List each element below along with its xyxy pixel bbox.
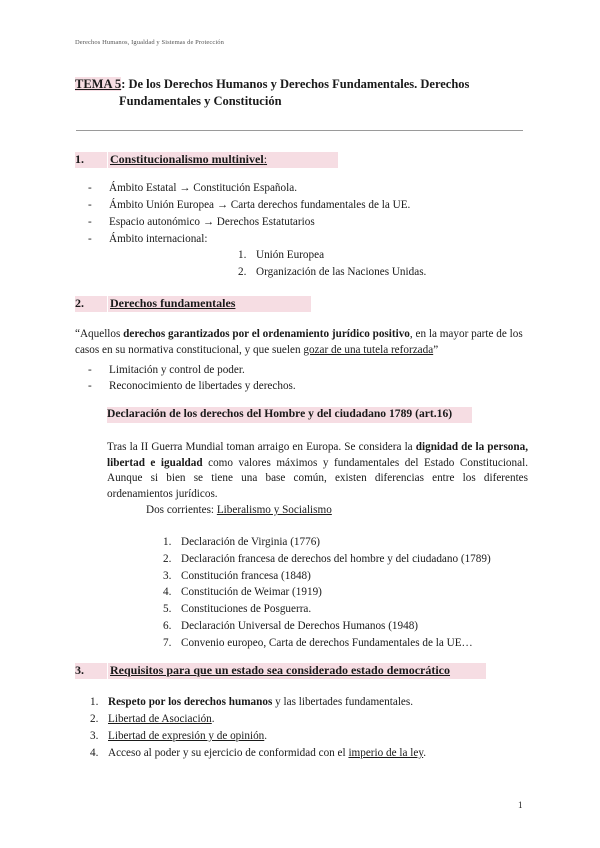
list-item-text: Ámbito Unión Europea → Carta derechos fundamentales de la UE.	[109, 199, 411, 211]
list-number: 2.	[238, 266, 247, 278]
list-item	[88, 181, 518, 198]
item-pre: Acceso al poder y su ejercicio de conformidad con el	[108, 747, 349, 759]
section-3-heading	[75, 663, 525, 679]
list-item	[88, 215, 518, 232]
list-number: 4.	[90, 747, 99, 759]
currents-value: Liberalismo y Socialismo	[216, 504, 332, 516]
list-number: 3.	[163, 569, 172, 582]
list-item-text: Constituciones de Posguerra.	[181, 603, 312, 616]
list-item-text: Declaración de Virginia (1776)	[181, 536, 321, 548]
title-line1: : De los Derechos Humanos y Derechos Fundamentales. Derechos	[121, 77, 470, 91]
list-item-text: Declaración Universal de Derechos Humanos (1948)	[181, 619, 419, 632]
item-rest: y las libertades fundamentales.	[272, 696, 414, 708]
definition-quote	[75, 327, 530, 358]
item-underlined: imperio de la ley	[348, 747, 424, 759]
bullet-dash: -	[88, 380, 92, 392]
bullet-dash: -	[88, 182, 92, 194]
list-number: 3.	[90, 730, 99, 742]
item-rest: .	[264, 730, 268, 742]
title-label: TEMA 5	[75, 77, 122, 91]
quote-underlined: gozar de una tutela reforzada	[303, 343, 434, 356]
item-underlined: Libertad de expresión y de opinión	[108, 730, 265, 742]
list-item-text: Espacio autonómico → Derechos Estatutarios	[109, 216, 315, 228]
list-number: 1.	[90, 696, 99, 708]
quote-close: ”	[433, 343, 439, 356]
item-rest: .	[211, 713, 215, 725]
paragraph-bold: dignidad de la persona, libertad e igualdad	[107, 441, 528, 469]
list-item-text: Convenio europeo, Carta de derechos Fundamentales de la UE…	[181, 636, 473, 649]
list-item-text: Constitución de Weimar (1919)	[181, 586, 322, 599]
list-item-text: Unión Europea	[256, 249, 325, 261]
list-item-text	[108, 746, 426, 762]
currents-label: Dos corrientes:	[146, 504, 217, 516]
list-item-text: Organización de las Naciones Unidas.	[256, 266, 427, 278]
declaration-paragraph	[107, 440, 528, 502]
item-bold: Respeto por los derechos humanos	[108, 696, 273, 708]
quote-bold: derechos garantizados por el ordenamiento jurídico positivo	[123, 328, 410, 340]
bullet-dash: -	[88, 233, 92, 245]
list-number: 5.	[163, 603, 172, 616]
list-item	[88, 198, 518, 215]
section-3-number: 3.	[75, 663, 84, 677]
list-number: 4.	[163, 586, 172, 599]
list-item-text	[108, 729, 267, 745]
section-2-number: 2.	[75, 296, 84, 310]
item-rest: .	[423, 747, 426, 759]
list-item-text	[108, 695, 413, 711]
bullet-dash: -	[88, 364, 92, 376]
section-1-number: 1.	[75, 152, 84, 166]
paragraph-part2: como valores máximos y fundamentales del Estado Constitucional. Aunque si bien se tiene una base común, existen diferencias entre los diferentes ordenamientos jurídicos.	[107, 456, 528, 500]
bullet-dash: -	[88, 216, 92, 228]
list-item-text: Constitución francesa (1848)	[181, 569, 311, 582]
list-item-text: Limitación y control de poder.	[109, 364, 245, 376]
section-1-list	[88, 181, 518, 249]
list-item-text: Ámbito Estatal → Constitución Española.	[109, 182, 297, 194]
page-number: 1	[518, 800, 523, 810]
running-header: Derechos Humanos, Igualdad y Sistemas de Protección	[75, 39, 224, 46]
page-title	[75, 76, 469, 110]
list-item-text	[108, 712, 215, 728]
quote-open: “Aquellos	[75, 328, 124, 340]
currents-line	[146, 504, 332, 516]
list-item-text: Reconocimiento de libertades y derechos.	[109, 380, 296, 392]
section-1-title: Constitucionalismo multinivel:	[110, 152, 268, 166]
section-2-title: Derechos fundamentales	[110, 296, 236, 310]
section-3-title: Requisitos para que un estado sea considerado estado democrático	[110, 663, 451, 677]
horizontal-rule	[76, 130, 523, 131]
list-item	[88, 232, 518, 249]
list-number: 2.	[163, 552, 172, 565]
list-item-text: Ámbito internacional:	[109, 233, 208, 245]
section-1-colon: :	[263, 152, 268, 166]
title-line2: Fundamentales y Constitución	[119, 94, 282, 108]
list-item-text: Declaración francesa de derechos del hombre y del ciudadano (1789)	[181, 552, 491, 565]
bullet-dash: -	[88, 199, 92, 211]
list-number: 1.	[163, 536, 172, 548]
paragraph-part1: Tras la II Guerra Mundial toman arraigo en Europa. Se considera la	[107, 441, 416, 453]
section-1-heading	[75, 152, 525, 168]
list-number: 2.	[90, 713, 99, 725]
item-underlined: Libertad de Asociación	[108, 713, 212, 725]
quote-mid: , en la mayor parte de los casos en su normativa constitucional, y que suelen	[75, 328, 523, 356]
list-number: 6.	[163, 619, 172, 632]
list-number: 7.	[163, 636, 172, 649]
section-2-heading	[75, 296, 525, 312]
list-number: 1.	[238, 249, 247, 261]
declaration-subheading: Declaración de los derechos del Hombre y del ciudadano 1789 (art.16)	[107, 407, 472, 423]
